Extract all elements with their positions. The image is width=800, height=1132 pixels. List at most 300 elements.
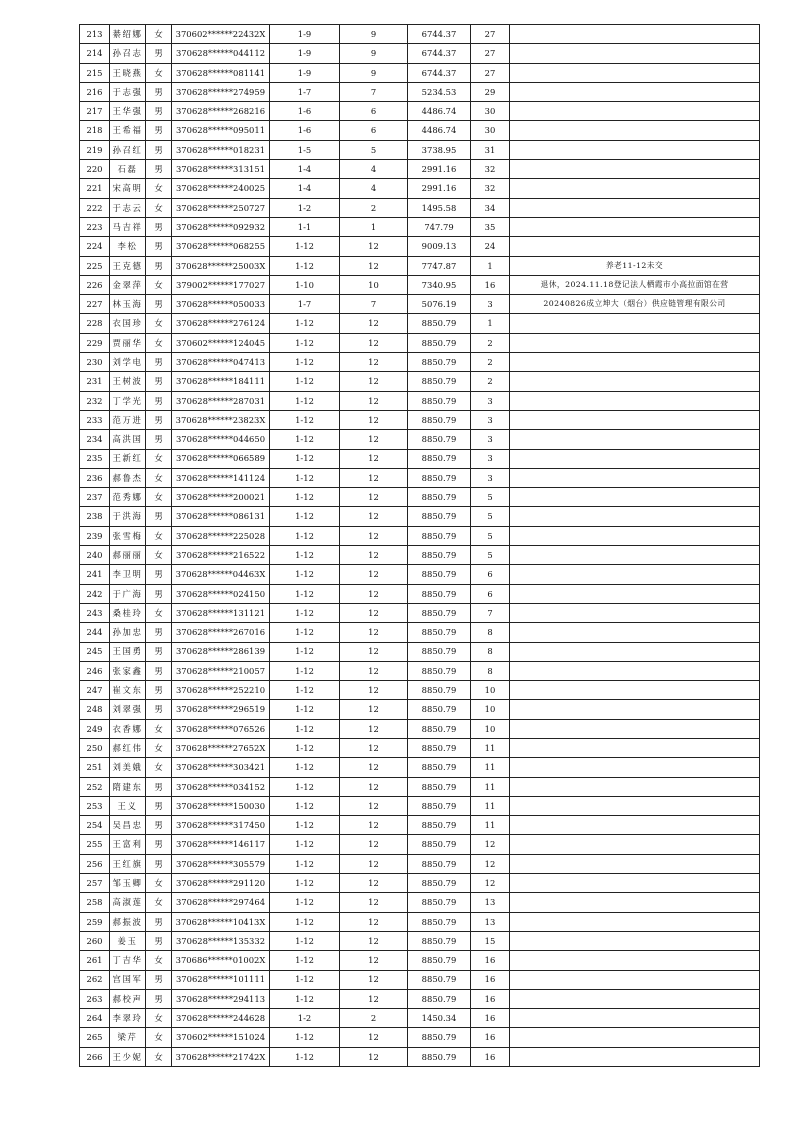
cell-name: 王希福 [110, 121, 146, 140]
cell-row-index: 226 [80, 275, 110, 294]
cell-remark: 养老11-12未交 [510, 256, 760, 275]
cell-name: 梁芹 [110, 1028, 146, 1047]
cell-month-range: 1-12 [270, 584, 340, 603]
table-row [80, 931, 760, 950]
cell-remark [510, 217, 760, 236]
cell-name: 范秀娜 [110, 488, 146, 507]
cell-month-count: 12 [340, 854, 408, 873]
table-row [80, 893, 760, 912]
cell-row-index: 252 [80, 777, 110, 796]
cell-row-index: 216 [80, 82, 110, 101]
cell-month-range: 1-9 [270, 63, 340, 82]
table-row [80, 565, 760, 584]
cell-row-index: 240 [80, 546, 110, 565]
cell-month-count: 12 [340, 353, 408, 372]
cell-row-index: 256 [80, 854, 110, 873]
table-row [80, 82, 760, 101]
cell-name: 高洪国 [110, 430, 146, 449]
cell-remark [510, 526, 760, 545]
cell-remark [510, 835, 760, 854]
cell-gender: 男 [146, 816, 172, 835]
cell-remark [510, 546, 760, 565]
cell-row-index: 220 [80, 160, 110, 179]
cell-month-count: 2 [340, 198, 408, 217]
cell-name: 于洪海 [110, 507, 146, 526]
table-row [80, 468, 760, 487]
cell-month-range: 1-12 [270, 874, 340, 893]
cell-rank: 2 [471, 353, 510, 372]
cell-row-index: 265 [80, 1028, 110, 1047]
cell-rank: 8 [471, 642, 510, 661]
cell-gender: 男 [146, 970, 172, 989]
cell-name: 于志云 [110, 198, 146, 217]
cell-gender: 男 [146, 584, 172, 603]
cell-remark [510, 121, 760, 140]
cell-month-count: 12 [340, 719, 408, 738]
cell-remark [510, 642, 760, 661]
cell-gender: 女 [146, 314, 172, 333]
cell-month-range: 1-12 [270, 796, 340, 815]
cell-month-range: 1-12 [270, 738, 340, 757]
cell-amount: 8850.79 [408, 912, 471, 931]
cell-amount: 8850.79 [408, 372, 471, 391]
cell-gender: 女 [146, 198, 172, 217]
cell-month-range: 1-12 [270, 816, 340, 835]
cell-id-number: 370628******287031 [172, 391, 270, 410]
cell-month-count: 12 [340, 372, 408, 391]
cell-month-range: 1-12 [270, 430, 340, 449]
cell-gender: 男 [146, 931, 172, 950]
table-row [80, 1009, 760, 1028]
table-row [80, 44, 760, 63]
cell-remark [510, 82, 760, 101]
cell-name: 范万进 [110, 410, 146, 429]
cell-amount: 8850.79 [408, 989, 471, 1008]
cell-amount: 6744.37 [408, 25, 471, 44]
cell-name: 金翠萍 [110, 275, 146, 294]
cell-amount: 8850.79 [408, 796, 471, 815]
cell-name: 丁吉华 [110, 951, 146, 970]
cell-month-count: 12 [340, 391, 408, 410]
cell-month-range: 1-12 [270, 893, 340, 912]
cell-row-index: 219 [80, 140, 110, 159]
cell-gender: 男 [146, 353, 172, 372]
cell-month-count: 1 [340, 217, 408, 236]
cell-gender: 男 [146, 121, 172, 140]
cell-gender: 男 [146, 854, 172, 873]
table-row [80, 623, 760, 642]
cell-id-number: 370628******25003X [172, 256, 270, 275]
cell-month-count: 12 [340, 700, 408, 719]
cell-remark [510, 816, 760, 835]
cell-row-index: 218 [80, 121, 110, 140]
cell-name: 李翠玲 [110, 1009, 146, 1028]
table-row [80, 256, 760, 275]
cell-month-range: 1-12 [270, 546, 340, 565]
cell-id-number: 370628******267016 [172, 623, 270, 642]
cell-amount: 8850.79 [408, 661, 471, 680]
cell-remark [510, 989, 760, 1008]
cell-name: 王国勇 [110, 642, 146, 661]
table-row [80, 642, 760, 661]
cell-name: 李松 [110, 237, 146, 256]
cell-id-number: 370628******068255 [172, 237, 270, 256]
cell-remark: 20240826成立坤大（烟台）供应链管理有限公司 [510, 295, 760, 314]
table-row [80, 661, 760, 680]
cell-remark [510, 931, 760, 950]
cell-row-index: 249 [80, 719, 110, 738]
cell-gender: 男 [146, 217, 172, 236]
cell-month-count: 12 [340, 603, 408, 622]
cell-month-range: 1-4 [270, 160, 340, 179]
table-row [80, 758, 760, 777]
cell-row-index: 261 [80, 951, 110, 970]
table-row [80, 275, 760, 294]
cell-month-count: 12 [340, 874, 408, 893]
cell-month-range: 1-2 [270, 1009, 340, 1028]
cell-gender: 女 [146, 1009, 172, 1028]
cell-name: 王华强 [110, 102, 146, 121]
cell-amount: 8850.79 [408, 1047, 471, 1066]
cell-rank: 35 [471, 217, 510, 236]
cell-row-index: 223 [80, 217, 110, 236]
cell-month-range: 1-12 [270, 661, 340, 680]
table-row [80, 912, 760, 931]
cell-remark [510, 777, 760, 796]
cell-id-number: 370628******150030 [172, 796, 270, 815]
cell-remark [510, 565, 760, 584]
cell-month-range: 1-4 [270, 179, 340, 198]
cell-amount: 8850.79 [408, 449, 471, 468]
cell-amount: 8850.79 [408, 777, 471, 796]
cell-amount: 8850.79 [408, 546, 471, 565]
cell-rank: 30 [471, 102, 510, 121]
cell-rank: 8 [471, 623, 510, 642]
cell-row-index: 243 [80, 603, 110, 622]
table-row [80, 719, 760, 738]
cell-month-range: 1-12 [270, 507, 340, 526]
cell-rank: 3 [471, 295, 510, 314]
cell-amount: 8850.79 [408, 1028, 471, 1047]
cell-remark [510, 353, 760, 372]
cell-amount: 8850.79 [408, 391, 471, 410]
cell-gender: 男 [146, 661, 172, 680]
cell-gender: 女 [146, 893, 172, 912]
cell-month-count: 9 [340, 44, 408, 63]
cell-amount: 8850.79 [408, 314, 471, 333]
cell-rank: 8 [471, 661, 510, 680]
cell-rank: 5 [471, 507, 510, 526]
cell-rank: 6 [471, 584, 510, 603]
cell-amount: 8850.79 [408, 835, 471, 854]
cell-gender: 女 [146, 951, 172, 970]
cell-remark [510, 1028, 760, 1047]
cell-month-count: 12 [340, 758, 408, 777]
cell-gender: 女 [146, 488, 172, 507]
cell-name: 郝校声 [110, 989, 146, 1008]
cell-month-range: 1-5 [270, 140, 340, 159]
cell-gender: 男 [146, 430, 172, 449]
cell-row-index: 232 [80, 391, 110, 410]
cell-month-count: 12 [340, 468, 408, 487]
cell-remark [510, 102, 760, 121]
cell-remark [510, 874, 760, 893]
cell-gender: 男 [146, 391, 172, 410]
cell-month-count: 12 [340, 488, 408, 507]
cell-gender: 女 [146, 449, 172, 468]
cell-rank: 3 [471, 430, 510, 449]
cell-gender: 女 [146, 758, 172, 777]
cell-remark [510, 468, 760, 487]
cell-amount: 8850.79 [408, 931, 471, 950]
cell-id-number: 370628******27652X [172, 738, 270, 757]
cell-rank: 10 [471, 700, 510, 719]
cell-month-count: 12 [340, 738, 408, 757]
subsidy-roster-table [79, 24, 760, 1067]
cell-name: 王新红 [110, 449, 146, 468]
cell-name: 丁学光 [110, 391, 146, 410]
cell-month-range: 1-2 [270, 198, 340, 217]
cell-gender: 男 [146, 44, 172, 63]
cell-gender: 女 [146, 738, 172, 757]
cell-month-range: 1-12 [270, 565, 340, 584]
cell-month-count: 12 [340, 584, 408, 603]
cell-id-number: 370628******296519 [172, 700, 270, 719]
cell-gender: 男 [146, 507, 172, 526]
cell-month-range: 1-7 [270, 82, 340, 101]
cell-id-number: 370628******276124 [172, 314, 270, 333]
cell-rank: 29 [471, 82, 510, 101]
cell-month-count: 12 [340, 816, 408, 835]
table-row [80, 121, 760, 140]
cell-gender: 男 [146, 295, 172, 314]
table-row [80, 1047, 760, 1066]
cell-month-count: 12 [340, 623, 408, 642]
cell-id-number: 370628******04463X [172, 565, 270, 584]
cell-rank: 30 [471, 121, 510, 140]
cell-amount: 7747.87 [408, 256, 471, 275]
cell-amount: 8850.79 [408, 430, 471, 449]
cell-name: 綦绍娜 [110, 25, 146, 44]
cell-gender: 男 [146, 410, 172, 429]
cell-rank: 16 [471, 951, 510, 970]
table-row [80, 584, 760, 603]
cell-remark [510, 970, 760, 989]
table-row [80, 603, 760, 622]
cell-month-count: 12 [340, 777, 408, 796]
cell-id-number: 370628******286139 [172, 642, 270, 661]
table-row [80, 796, 760, 815]
cell-month-count: 4 [340, 179, 408, 198]
cell-id-number: 370628******252210 [172, 681, 270, 700]
cell-id-number: 370628******200021 [172, 488, 270, 507]
cell-rank: 7 [471, 603, 510, 622]
table-row [80, 372, 760, 391]
cell-rank: 5 [471, 546, 510, 565]
cell-name: 林玉海 [110, 295, 146, 314]
cell-month-range: 1-12 [270, 758, 340, 777]
cell-remark [510, 333, 760, 352]
cell-id-number: 370628******135332 [172, 931, 270, 950]
table-row [80, 507, 760, 526]
cell-id-number: 370628******313151 [172, 160, 270, 179]
cell-name: 于广海 [110, 584, 146, 603]
cell-month-range: 1-12 [270, 603, 340, 622]
cell-month-range: 1-12 [270, 333, 340, 352]
cell-row-index: 260 [80, 931, 110, 950]
cell-row-index: 258 [80, 893, 110, 912]
cell-month-range: 1-12 [270, 681, 340, 700]
cell-gender: 女 [146, 526, 172, 545]
cell-month-range: 1-12 [270, 700, 340, 719]
cell-gender: 男 [146, 237, 172, 256]
cell-month-range: 1-12 [270, 854, 340, 873]
cell-gender: 男 [146, 989, 172, 1008]
cell-row-index: 247 [80, 681, 110, 700]
cell-rank: 27 [471, 25, 510, 44]
cell-remark [510, 1047, 760, 1066]
cell-id-number: 370628******305579 [172, 854, 270, 873]
cell-rank: 16 [471, 989, 510, 1008]
cell-month-count: 12 [340, 970, 408, 989]
table-row [80, 546, 760, 565]
cell-month-count: 9 [340, 25, 408, 44]
cell-id-number: 370628******066589 [172, 449, 270, 468]
cell-rank: 12 [471, 854, 510, 873]
cell-remark [510, 372, 760, 391]
cell-gender: 男 [146, 82, 172, 101]
cell-id-number: 370628******317450 [172, 816, 270, 835]
cell-name: 郝丽丽 [110, 546, 146, 565]
cell-amount: 8850.79 [408, 584, 471, 603]
cell-remark [510, 893, 760, 912]
table-row [80, 160, 760, 179]
cell-id-number: 370628******291120 [172, 874, 270, 893]
cell-id-number: 370628******297464 [172, 893, 270, 912]
cell-rank: 13 [471, 893, 510, 912]
table-row [80, 391, 760, 410]
cell-amount: 8850.79 [408, 642, 471, 661]
cell-month-range: 1-12 [270, 951, 340, 970]
cell-name: 张雪梅 [110, 526, 146, 545]
document-page [79, 24, 759, 1067]
cell-rank: 1 [471, 256, 510, 275]
cell-month-range: 1-12 [270, 835, 340, 854]
cell-remark [510, 63, 760, 82]
cell-name: 石磊 [110, 160, 146, 179]
cell-remark [510, 623, 760, 642]
cell-month-count: 5 [340, 140, 408, 159]
cell-id-number: 370628******044112 [172, 44, 270, 63]
cell-month-count: 10 [340, 275, 408, 294]
table-row [80, 835, 760, 854]
cell-row-index: 234 [80, 430, 110, 449]
cell-remark [510, 179, 760, 198]
table-row [80, 951, 760, 970]
cell-row-index: 251 [80, 758, 110, 777]
cell-gender: 女 [146, 719, 172, 738]
cell-id-number: 370628******225028 [172, 526, 270, 545]
cell-row-index: 236 [80, 468, 110, 487]
cell-row-index: 221 [80, 179, 110, 198]
cell-rank: 12 [471, 835, 510, 854]
cell-month-count: 12 [340, 410, 408, 429]
cell-remark [510, 44, 760, 63]
cell-amount: 747.79 [408, 217, 471, 236]
cell-gender: 女 [146, 468, 172, 487]
cell-row-index: 239 [80, 526, 110, 545]
cell-amount: 7340.95 [408, 275, 471, 294]
cell-name: 李卫明 [110, 565, 146, 584]
cell-month-range: 1-12 [270, 989, 340, 1008]
cell-amount: 8850.79 [408, 854, 471, 873]
cell-row-index: 215 [80, 63, 110, 82]
cell-name: 吴昌忠 [110, 816, 146, 835]
cell-remark [510, 237, 760, 256]
cell-month-count: 9 [340, 63, 408, 82]
cell-id-number: 370628******086131 [172, 507, 270, 526]
cell-rank: 27 [471, 44, 510, 63]
cell-rank: 16 [471, 970, 510, 989]
cell-rank: 11 [471, 816, 510, 835]
cell-id-number: 370628******141124 [172, 468, 270, 487]
cell-id-number: 370628******23823X [172, 410, 270, 429]
cell-gender: 女 [146, 1028, 172, 1047]
cell-month-range: 1-12 [270, 256, 340, 275]
cell-row-index: 245 [80, 642, 110, 661]
cell-name: 贾丽华 [110, 333, 146, 352]
cell-gender: 女 [146, 603, 172, 622]
cell-rank: 3 [471, 449, 510, 468]
cell-row-index: 263 [80, 989, 110, 1008]
cell-gender: 女 [146, 1047, 172, 1066]
cell-id-number: 370628******101111 [172, 970, 270, 989]
cell-remark [510, 140, 760, 159]
cell-amount: 8850.79 [408, 526, 471, 545]
cell-month-count: 7 [340, 82, 408, 101]
cell-amount: 8850.79 [408, 603, 471, 622]
table-row [80, 989, 760, 1008]
cell-id-number: 370628******131121 [172, 603, 270, 622]
cell-amount: 8850.79 [408, 410, 471, 429]
cell-month-count: 2 [340, 1009, 408, 1028]
cell-name: 刘美娥 [110, 758, 146, 777]
cell-row-index: 237 [80, 488, 110, 507]
cell-remark [510, 430, 760, 449]
cell-month-range: 1-12 [270, 623, 340, 642]
cell-amount: 8850.79 [408, 353, 471, 372]
cell-rank: 32 [471, 179, 510, 198]
table-row [80, 816, 760, 835]
cell-month-range: 1-7 [270, 295, 340, 314]
cell-id-number: 370628******092932 [172, 217, 270, 236]
cell-row-index: 230 [80, 353, 110, 372]
cell-name: 高淑莲 [110, 893, 146, 912]
cell-remark [510, 912, 760, 931]
cell-row-index: 222 [80, 198, 110, 217]
cell-remark [510, 719, 760, 738]
cell-row-index: 238 [80, 507, 110, 526]
cell-name: 马吉祥 [110, 217, 146, 236]
cell-month-count: 12 [340, 989, 408, 1008]
cell-month-range: 1-12 [270, 970, 340, 989]
cell-month-range: 1-10 [270, 275, 340, 294]
cell-rank: 2 [471, 372, 510, 391]
cell-remark [510, 410, 760, 429]
cell-remark [510, 314, 760, 333]
cell-month-count: 12 [340, 835, 408, 854]
cell-id-number: 370602******22432X [172, 25, 270, 44]
